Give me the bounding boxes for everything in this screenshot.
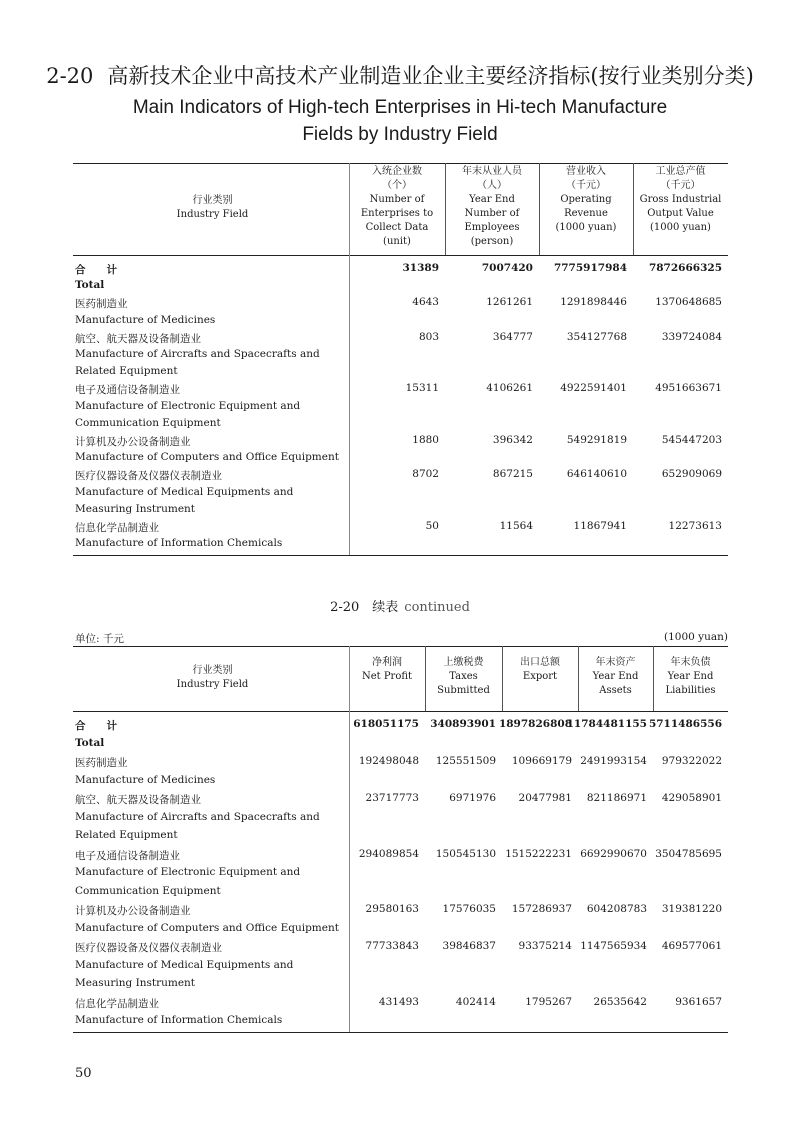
row-label-en: Manufacture of Aircrafts and Spacecrafts and: [75, 348, 320, 360]
table-cell: 652909069: [661, 468, 722, 481]
table-cell: 77733843: [365, 940, 419, 952]
column-header-line: 出口总额: [520, 657, 560, 668]
table-cell: 354127768: [566, 330, 627, 343]
table-header-rule: [73, 255, 728, 256]
table-cell: 50: [425, 520, 439, 532]
table-cell: 549291819: [566, 434, 627, 446]
row-label-zh: 电子及通信设备制造业: [75, 849, 180, 862]
page-number: 50: [75, 1066, 92, 1081]
column-header-line: 净利润: [372, 657, 402, 668]
table-cell: 1370648685: [655, 296, 722, 309]
row-label-en: Manufacture of Medical Equipments and: [75, 958, 294, 971]
row-label-en: Communication Equipment: [75, 884, 221, 897]
column-header: [425, 656, 502, 698]
table-cell: 157286937: [511, 903, 572, 915]
column-header-line: Employees: [464, 222, 520, 233]
column-header-line: Operating: [560, 194, 612, 205]
table-cell: 15311: [405, 382, 439, 395]
table-cell: 3504785695: [655, 847, 722, 860]
table-cell: 7775917984: [553, 262, 627, 274]
row-label-en: Manufacture of Electronic Equipment and: [75, 866, 301, 878]
table-cell: 319381220: [661, 903, 722, 915]
column-header: [349, 656, 425, 684]
unit-label-zh: 单位: 千元: [75, 633, 124, 645]
column-header-line: Year End: [667, 671, 714, 682]
table-cell: 9361657: [675, 995, 722, 1008]
table-cell: 1291898446: [560, 296, 627, 309]
row-label-en: Manufacture of Aircrafts and Spacecrafts and: [75, 810, 320, 823]
table-bottom-rule: [73, 1032, 728, 1033]
row-label-en: Measuring Instrument: [75, 977, 196, 989]
table-header-rule: [73, 711, 728, 712]
table-cell: 17576035: [442, 903, 496, 915]
title-en-line2: Fields by Industry Field: [302, 124, 498, 145]
table-cell: 545447203: [661, 434, 722, 446]
row-label-en: Manufacture of Computers and Office Equipment: [75, 451, 339, 464]
table-cell: 6692990670: [580, 847, 647, 860]
table-cell: 23717773: [365, 792, 419, 804]
column-header-line: 上缴税费: [443, 657, 484, 668]
row-label-zh: 合 计: [75, 720, 117, 732]
column-header-line: (1000 yuan): [555, 222, 617, 233]
row-label-zh: 医疗仪器设备及仪器仪表制造业: [75, 942, 222, 954]
table-cell: 1261261: [486, 296, 533, 309]
table-cell: 396342: [492, 434, 533, 446]
table-cell: 4106261: [486, 382, 533, 395]
table-top-rule: [73, 646, 728, 647]
row-label-zh: 航空、航天器及设备制造业: [75, 794, 201, 806]
column-header: [653, 656, 728, 698]
field-header-line: Industry Field: [176, 209, 249, 220]
table-cell: 20477981: [518, 792, 572, 804]
table-cell: 429058901: [661, 792, 722, 804]
table-cell: 1795267: [525, 995, 572, 1008]
row-label-en: Manufacture of Medicines: [75, 773, 216, 786]
row-label-zh: 信息化学品制造业: [75, 522, 159, 534]
table-cell: 867215: [492, 468, 533, 481]
column-header-line: 年末负债: [670, 657, 711, 668]
table-cell: 618051175: [353, 718, 419, 730]
row-label-en: Manufacture of Information Chemicals: [75, 1014, 283, 1026]
table-cell: 294089854: [358, 847, 419, 860]
continued-subtitle: [0, 596, 800, 615]
column-header-line: 年末从业人员: [462, 166, 522, 177]
title-en-line1: Main Indicators of High-tech Enterprises in Hi-tech Manufacture: [132, 97, 668, 118]
column-header-line: (person): [470, 236, 514, 247]
column-header-line: (1000 yuan): [650, 222, 711, 233]
row-label-en: Communication Equipment: [75, 416, 221, 429]
table-cell: 7007420: [481, 262, 533, 274]
table-cell: 8702: [412, 468, 439, 481]
table-cell: 11564: [499, 520, 533, 532]
column-header-line: （人）: [477, 180, 507, 191]
table-cell: 11867941: [573, 520, 627, 532]
table-cell: 93375214: [518, 940, 572, 952]
unit-label-en: (1000 yuan): [664, 631, 728, 643]
column-header: [633, 165, 728, 235]
table-cell: 150545130: [435, 847, 496, 860]
field-header-line: Industry Field: [176, 679, 249, 690]
table-cell: 4643: [412, 296, 439, 309]
table-cell: 803: [418, 330, 439, 343]
table-cell: 26535642: [593, 995, 647, 1008]
row-label-zh: 医疗仪器设备及仪器仪表制造业: [75, 470, 222, 483]
table-cell: 1515222231: [505, 847, 572, 860]
column-header-line: Gross Industrial: [639, 194, 722, 205]
row-label-zh: 计算机及办公设备制造业: [75, 436, 191, 448]
continued-en: continued: [404, 600, 470, 615]
row-label-en: Manufacture of Information Chemicals: [75, 537, 283, 550]
column-header-line: Collect Data: [365, 222, 429, 233]
row-label-en: Manufacture of Electronic Equipment and: [75, 399, 301, 412]
column-header-line: Year End: [592, 671, 639, 682]
column-header-line: 工业总产值: [655, 166, 706, 177]
table-cell: 12273613: [668, 520, 722, 532]
table-top-rule: [73, 163, 728, 164]
table-cell: 604208783: [586, 903, 647, 915]
row-label-zh: 计算机及办公设备制造业: [75, 905, 191, 917]
table-cell: 340893901: [430, 718, 496, 730]
column-header-line: Taxes: [449, 671, 478, 682]
table-number: 2-20: [46, 64, 94, 88]
row-label-en: Total: [75, 279, 105, 292]
row-label-en: Related Equipment: [75, 829, 178, 841]
row-label-zh: 合 计: [75, 264, 117, 276]
table-cell: 4922591401: [560, 382, 627, 395]
column-header-line: （千元）: [660, 180, 701, 191]
table-cell: 192498048: [358, 755, 419, 767]
table-cell: 125551509: [435, 755, 496, 767]
table-cell: 109669179: [511, 755, 572, 767]
page-title: [0, 60, 800, 90]
column-header-line: Number of: [369, 194, 425, 205]
table-cell: 402414: [455, 995, 496, 1008]
column-header: [578, 656, 653, 698]
column-header-line: Year End: [469, 194, 515, 205]
row-label-en: Manufacture of Medical Equipments and: [75, 485, 294, 498]
column-header-line: Export: [522, 671, 558, 682]
column-divider: [349, 646, 350, 1032]
field-header: [75, 194, 350, 222]
column-header-line: 营业收入: [566, 166, 606, 177]
table-cell: 31389: [402, 262, 439, 274]
table-cell: 39846837: [442, 940, 496, 952]
table-cell: 431493: [378, 995, 419, 1008]
table-cell: 1147565934: [580, 940, 647, 952]
table-cell: 5711486556: [648, 718, 722, 730]
column-header-line: Submitted: [437, 685, 490, 696]
table-cell: 646140610: [566, 468, 627, 481]
column-header-line: Number of: [464, 208, 520, 219]
column-header-line: （千元）: [566, 180, 606, 191]
table-cell: 4951663671: [655, 382, 722, 395]
table-bottom-rule: [73, 555, 728, 556]
continued-label: 2-20 续表: [330, 600, 399, 615]
table-cell: 469577061: [661, 940, 722, 952]
table-cell: 11784481155: [566, 718, 647, 730]
table-cell: 821186971: [586, 792, 647, 804]
column-header: [502, 656, 578, 684]
row-label-en: Manufacture of Computers and Office Equipment: [75, 921, 339, 934]
row-label-zh: 医药制造业: [75, 298, 128, 311]
row-label-zh: 信息化学品制造业: [75, 997, 159, 1010]
table-cell: 979322022: [661, 755, 722, 767]
table-cell: 1880: [412, 434, 439, 446]
row-label-en: Manufacture of Medicines: [75, 313, 216, 326]
column-header: [539, 165, 633, 235]
column-header-line: Enterprises to: [360, 208, 434, 219]
row-label-en: Measuring Instrument: [75, 502, 196, 515]
table-cell: 364777: [492, 330, 533, 343]
column-header-line: 年末资产: [595, 657, 636, 668]
row-label-en: Total: [75, 736, 105, 749]
table-cell: 7872666325: [648, 262, 722, 274]
table-cell: 6971976: [449, 792, 496, 804]
table-cell: 2491993154: [580, 755, 647, 767]
table-cell: 29580163: [365, 903, 419, 915]
column-header-line: Output Value: [647, 208, 714, 219]
row-label-en: Related Equipment: [75, 365, 178, 378]
row-label-zh: 航空、航天器及设备制造业: [75, 332, 201, 345]
table-cell: 339724084: [661, 330, 722, 343]
column-header-line: Revenue: [564, 208, 608, 219]
field-header-line: 行业类别: [192, 665, 233, 676]
field-header-line: 行业类别: [192, 195, 233, 206]
column-header-line: Net Profit: [361, 671, 413, 682]
title-zh: 高新技术企业中高技术产业制造业企业主要经济指标(按行业类别分类): [107, 64, 754, 88]
column-header-line: 入统企业数: [372, 166, 422, 177]
column-header-line: (unit): [383, 236, 411, 247]
column-header: [349, 165, 445, 249]
column-header-line: （个）: [382, 180, 412, 191]
column-header-line: Liabilities: [665, 685, 716, 696]
column-header: [445, 165, 539, 249]
row-label-zh: 医药制造业: [75, 757, 128, 769]
row-label-zh: 电子及通信设备制造业: [75, 384, 180, 397]
column-header-line: Assets: [599, 685, 632, 696]
field-header: [75, 664, 350, 692]
table-cell: 1897826808: [498, 718, 572, 730]
